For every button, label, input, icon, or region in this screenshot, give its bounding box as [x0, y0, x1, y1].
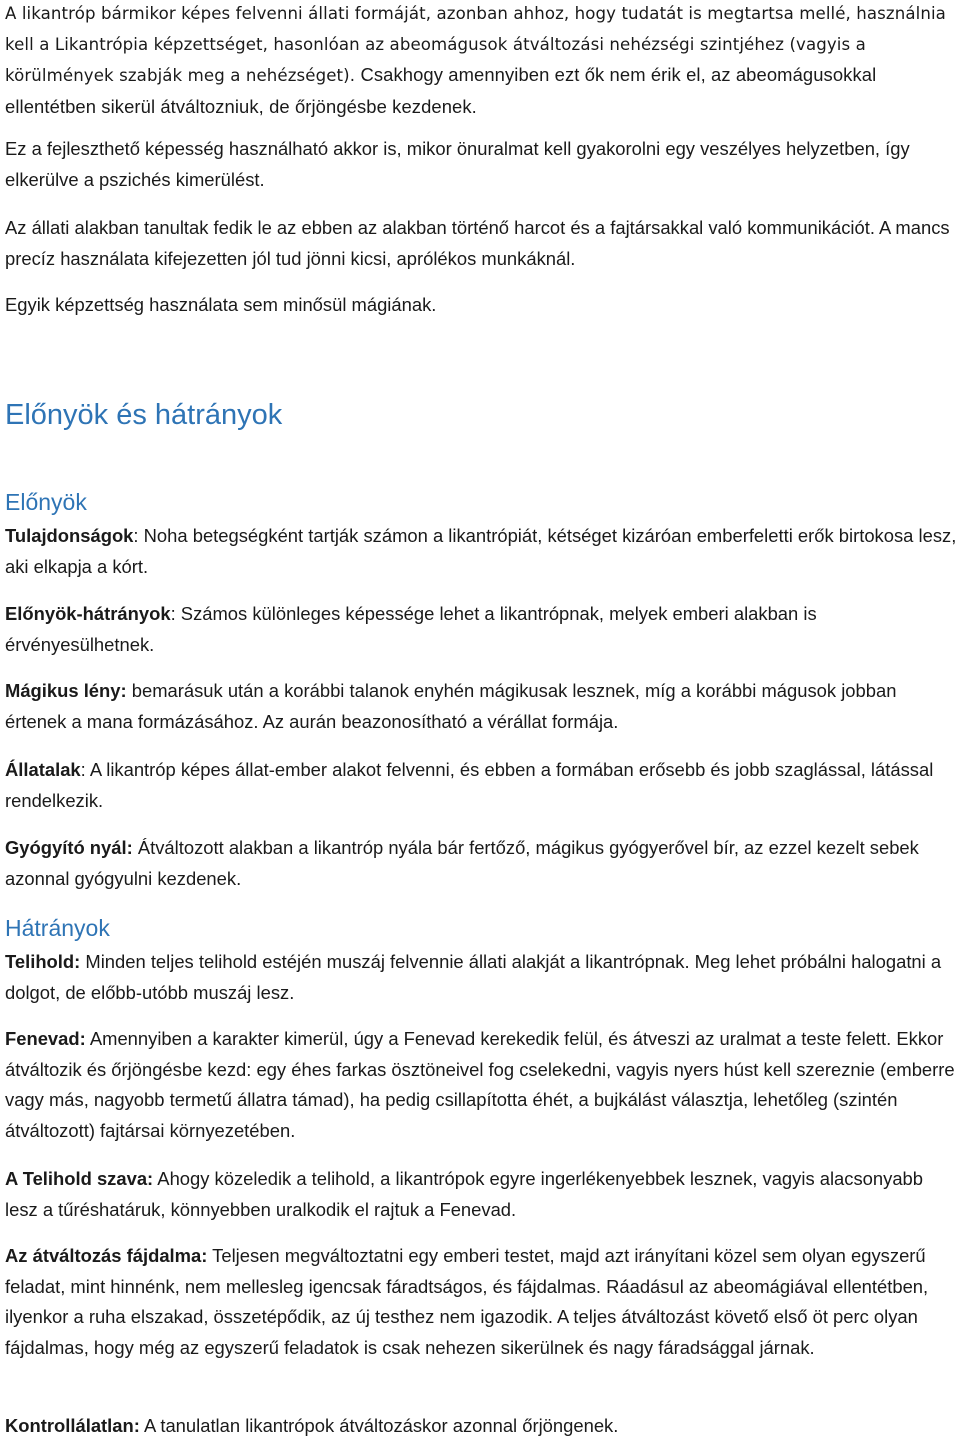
disadvantage-item	[5, 1241, 960, 1363]
advantage-term: Tulajdonságok	[5, 525, 134, 546]
disadvantage-term: A Telihold szava:	[5, 1168, 154, 1189]
disadvantage-item	[5, 1024, 960, 1146]
disadvantage-text: A tanulatlan likantrópok átváltozáskor azonnal őrjöngenek.	[143, 1415, 619, 1436]
capability-paragraph: Ez a fejleszthető képesség használható akkor is, mikor önuralmat kell gyakorolni egy veszélyes helyzetben, így elkerülve a pszichés kimerülést.	[5, 138, 910, 190]
separator: :	[133, 525, 144, 546]
disadvantage-text: Minden teljes telihold estéjén muszáj felvennie állati alakját a likantrópnak. Meg lehet próbálni halogatni a dolgot, de előbb-utóbb muszáj lesz.	[5, 951, 942, 1003]
disadvantage-item	[5, 947, 960, 1008]
separator: :	[80, 759, 90, 780]
advantage-text: Noha betegségként tartják számon a likantrópiát, kétséget kizáróan emberfeletti erők birtokosa lesz, aki elkapja a kórt.	[5, 525, 957, 577]
advantage-term: Mágikus lény:	[5, 680, 127, 701]
advantage-item	[5, 521, 960, 582]
disadvantage-term: Az átváltozás fájdalma:	[5, 1245, 208, 1266]
disadvantages-heading: Hátrányok	[5, 915, 110, 941]
disadvantage-text: Ahogy közeledik a telihold, a likantrópok egyre ingerlékenyebbek lesznek, vagyis alacsonyabb lesz a tűréshatáruk, könnyebben uralkodik el rajtuk a Fenevad.	[5, 1168, 924, 1220]
intro-paragraph	[5, 0, 960, 123]
advantages-heading: Előnyök	[5, 489, 87, 515]
disadvantage-text: Teljesen megváltoztatni egy emberi testet, majd azt irányítani közel sem olyan egyszerű feladat, mint hinnénk, nem mellesleg igencsak fáradtságos, és fájdalmas. Ráadásul az abeomágiával ellentétben, ilyenkor a ruha elszakad, összetépődik, az új testhez nem igazodik. A teljes átváltozást követő első öt perc olyan fájdalmas, hogy még az egyszerű feladatok is csak nehezen sikerülnek és nagy fáradsággal járnak.	[5, 1245, 929, 1358]
disadvantage-term: Fenevad:	[5, 1028, 86, 1049]
advantage-term: Előnyök-hátrányok	[5, 603, 171, 624]
intro-text-1: A likantróp bármikor képes felvenni állati formáját, azonban ahhoz, hogy tudatát is megtartsa mellé, használnia kell a Likantrópia képzettséget, hasonlóan az abeomágusok átváltozási nehézségi szintjéhez (vagyis a körülmények szabják meg a nehézséget).	[5, 4, 946, 85]
disadvantage-term: Telihold:	[5, 951, 81, 972]
separator: :	[170, 603, 181, 624]
advantage-term: Gyógyító nyál:	[5, 837, 133, 858]
advantage-text: Átváltozott alakban a likantróp nyála bár fertőző, mágikus gyógyerővel bír, az ezzel kezelt sebek azonnal gyógyulni kezdenek.	[5, 837, 919, 889]
advantage-item	[5, 755, 960, 816]
no-magic-paragraph: Egyik képzettség használata sem minősül mágiának.	[5, 294, 437, 315]
advantage-text: A likantróp képes állat-ember alakot felvenni, és ebben a formában erősebb és jobb szaglással, látással rendelkezik.	[5, 759, 934, 811]
section-heading: Előnyök és hátrányok	[5, 399, 283, 431]
disadvantage-term: Kontrollálatlan:	[5, 1415, 140, 1436]
advantage-text: Számos különleges képessége lehet a likantrópnak, melyek emberi alakban is érvényesülhetnek.	[5, 603, 817, 655]
advantage-item	[5, 599, 960, 660]
advantage-text: bemarásuk után a korábbi talanok enyhén mágikusak lesznek, míg a korábbi mágusok jobban értenek a mana formázásához. Az aurán beazonosítható a vérállat formája.	[5, 680, 897, 732]
intro-text-2: Csakhogy amennyiben ezt ők nem érik el, az abeomágusokkal ellentétben sikerül átváltozniuk, de őrjöngésbe kezdenek.	[5, 64, 877, 117]
disadvantage-text: Amennyiben a karakter kimerül, úgy a Fenevad kerekedik felül, és átveszi az uralmat a teste felett. Ekkor átváltozik és őrjöngésbe kezd: egy éhes farkas ösztöneivel fog cselekedni, vagyis nyers húst kell szereznie (emberre vagy más, nagyobb termetű állatra támad), ha pedig csillapította éhét, a bujkálást választja, lehetőleg (szintén átváltozott) fajtársai környezetében.	[5, 1028, 955, 1141]
animal-form-paragraph: Az állati alakban tanultak fedik le az ebben az alakban történő harcot és a fajtársakkal való kommunikációt. A mancs precíz használata kifejezetten jól tud jönni kicsi, aprólékos munkáknál.	[5, 217, 950, 269]
disadvantage-item	[5, 1411, 960, 1442]
advantage-item	[5, 833, 960, 894]
advantage-item	[5, 676, 960, 737]
advantage-term: Állatalak	[5, 759, 81, 780]
disadvantage-item	[5, 1164, 960, 1225]
